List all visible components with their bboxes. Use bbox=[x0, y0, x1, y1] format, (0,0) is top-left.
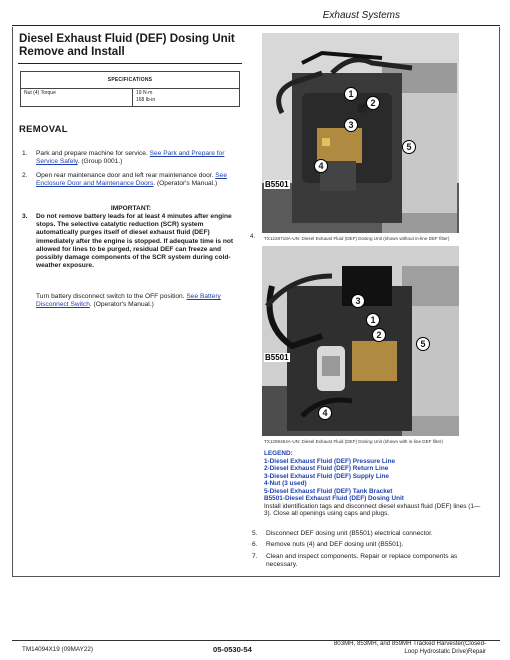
step-number: 5. bbox=[252, 530, 258, 537]
b5501-label: B5501 bbox=[265, 353, 289, 362]
figure-2-caption: TX1259464A-UN: Diesel Exhaust Fluid (DEF) Dosing Unit (shown with in-line DEF filter) bbox=[264, 439, 443, 444]
step-6-text: Remove nuts (4) and DEF dosing unit (B5501). bbox=[266, 541, 404, 548]
step-3-text: Turn battery disconnect switch to the OFF position. bbox=[36, 293, 185, 300]
specifications-table bbox=[20, 71, 240, 107]
callout-4: 4 bbox=[318, 406, 332, 420]
callout-5: 5 bbox=[416, 337, 430, 351]
footer-machine-line-2: Loop Hydrostatic Drive)Repair bbox=[404, 647, 486, 655]
callout-3: 3 bbox=[351, 294, 365, 308]
table-row bbox=[21, 89, 240, 107]
important-text: Do not remove battery leads for at least 4 minutes after engine stops. The selective catalytic reduction (SCR) system automatically purges itself of diesel exhaust fluid (DEF) immediately after the engine is stopped. If adequate time is not allowed for lines to be purged, residual DEF can freeze and possibly damage components of the SCR system during cold-weather exposure. bbox=[36, 213, 234, 270]
spec-value bbox=[133, 89, 240, 107]
footer-machine-title bbox=[280, 640, 486, 655]
step-1-text: Park and prepare machine for service. bbox=[36, 150, 148, 157]
important-label: IMPORTANT: bbox=[110, 205, 152, 212]
step-number: 7. bbox=[252, 553, 258, 560]
callout-2: 2 bbox=[372, 328, 386, 342]
park-prepare-link[interactable]: See Park and Prepare for Service Safely bbox=[36, 150, 225, 166]
legend-title: LEGEND: bbox=[264, 450, 293, 457]
step-number: 2. bbox=[22, 172, 28, 179]
step-number: 3. bbox=[22, 213, 28, 220]
callout-4: 4 bbox=[314, 159, 328, 173]
specifications-heading: SPECIFICATIONS bbox=[21, 72, 240, 89]
spec-value-metric: 19 N·m bbox=[136, 90, 153, 96]
legend-item: 1-Diesel Exhaust Fluid (DEF) Pressure Line bbox=[264, 457, 396, 465]
legend-note: Install identification tags and disconnect diesel exhaust fluid (DEF) lines (1—3). Close all openings using caps and plugs. bbox=[264, 502, 481, 517]
callout-3: 3 bbox=[344, 118, 358, 132]
callout-2: 2 bbox=[366, 96, 380, 110]
enclosure-door-link[interactable]: See Enclosure Door and Maintenance Doors bbox=[36, 172, 227, 188]
step-1-tail: . (Group 0001.) bbox=[77, 158, 123, 166]
title-divider bbox=[18, 63, 242, 64]
spec-label: Nut (4) Torque bbox=[21, 89, 133, 107]
legend-item: 3-Diesel Exhaust Fluid (DEF) Supply Line bbox=[264, 472, 389, 480]
step-3-tail: . (Operator's Manual.) bbox=[89, 301, 154, 309]
header-title: Exhaust Systems bbox=[322, 10, 400, 21]
legend-item: 5-Diesel Exhaust Fluid (DEF) Tank Bracket bbox=[264, 487, 393, 495]
step-7-text: Clean and inspect components. Repair or replace components as necessary. bbox=[266, 553, 458, 569]
footer-machine-line-1: 803MH, 853MH, and 859MH Tracked Harvester(Closed- bbox=[333, 640, 486, 647]
step-3-battery bbox=[36, 293, 241, 309]
figure-dosing-unit-with-filter bbox=[262, 246, 459, 436]
dosing-unit-illustration-1 bbox=[262, 33, 459, 233]
callout-1: 1 bbox=[344, 87, 358, 101]
removal-heading: REMOVAL bbox=[19, 124, 68, 135]
figure-1-number: 4. bbox=[250, 234, 256, 240]
figure-dosing-unit-no-filter bbox=[262, 33, 459, 233]
battery-disconnect-link[interactable]: See Battery Disconnect Switch bbox=[36, 293, 221, 309]
legend-item: B5501-Diesel Exhaust Fluid (DEF) Dosing Unit bbox=[264, 495, 404, 502]
step-2-tail: . (Operator's Manual.) bbox=[153, 180, 218, 188]
figure-1-caption: TX1228718A-UN: Diesel Exhaust Fluid (DEF) Dosing Unit (shown without in-line DEF filter) bbox=[264, 236, 450, 241]
step-number: 6. bbox=[252, 541, 258, 548]
legend-item: 4-Nut (3 used) bbox=[264, 480, 307, 487]
legend-item: 2-Diesel Exhaust Fluid (DEF) Return Line bbox=[264, 465, 389, 472]
step-5-text: Disconnect DEF dosing unit (B5501) electrical connector. bbox=[266, 530, 433, 537]
step-2-text: Open rear maintenance door and left rear maintenance door. bbox=[36, 172, 214, 179]
legend bbox=[264, 450, 486, 518]
footer-page-number: 05-0530-54 bbox=[213, 645, 252, 654]
page-header bbox=[12, 9, 500, 26]
callout-5: 5 bbox=[402, 140, 416, 154]
step-number: 1. bbox=[22, 150, 28, 157]
page-title: Diesel Exhaust Fluid (DEF) Dosing Unit Remove and Install bbox=[19, 32, 235, 58]
spec-value-imperial: 168 lb-in bbox=[136, 97, 156, 103]
callout-1: 1 bbox=[366, 313, 380, 327]
b5501-label: B5501 bbox=[265, 180, 289, 189]
footer-doc-id: TM14094X19 (09MAY22) bbox=[22, 646, 93, 653]
